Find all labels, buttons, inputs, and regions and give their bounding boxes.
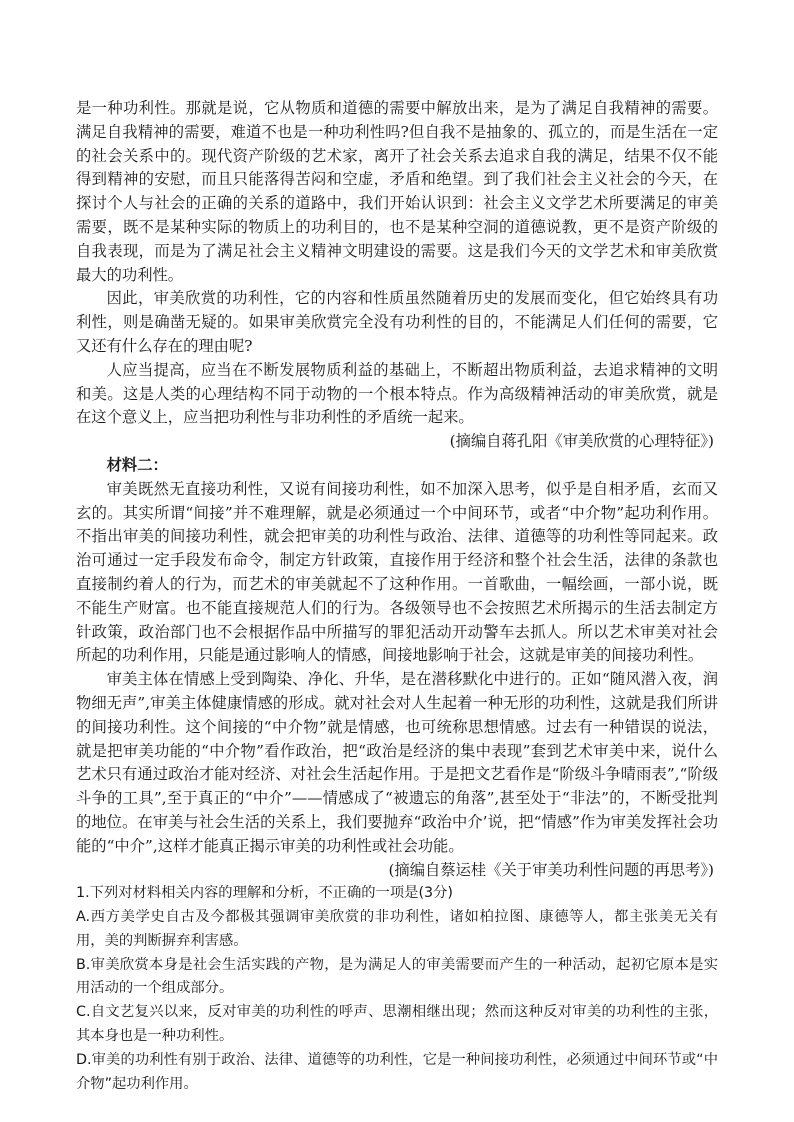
question-option-d: D.审美的功利性有别于政治、法律、道德等的功利性，它是一种间接功利性，必须通过中间环节或“中介物”起功利作用。 [76,1051,718,1092]
question-option-a: A.西方美学史自古及今都极其强调审美欣赏的非功利性，诸如柏拉图、康德等人，都主张美无关有用，美的判断摒弃利害感。 [76,909,718,949]
material2-source: (摘编自蔡运桂《关于审美功利性问题的再思考》) [388,860,714,879]
material1-paragraph-2: 因此，审美欣赏的功利性，它的内容和性质虽然随着历史的发展而变化，但它始终具有功利性，则是确凿无疑的。如果审美欣赏完全没有功利性的目的，不能满足人们任何的需要，它又还有什么存在的理由呢? [76,289,718,355]
material2-heading: 材料二： [106,455,168,474]
material1-source: (摘编自蒋孔阳《审美欣赏的心理特征》) [449,432,714,451]
question-option-b: B.审美欣赏本身是社会生活实践的产物，是为满足人的审美需要而产生的一种活动，起初它原本是实用活动的一个组成部分。 [76,956,718,997]
question-option-c: C.自文艺复兴以来，反对审美的功利性的呼声、思潮相继出现；然而这种反对审美的功利性的主张，其本身也是一种功利性。 [76,1004,718,1045]
material2-paragraph-2: 审美主体在情感上受到陶染、净化、升华，是在潜移默化中进行的。正如“随风潜入夜，润物细无声”,审美主体健康情感的形成。就对社会对人生起着一种无形的功利性，这就是我们所讲的间接功利性。这个间接的“中介物”就是情感，也可统称思想情感。过去有一种错误的说法，就是把审美功能的“中介物”看作政治，把“政治是经济的集中表现”套到艺术审美中来，说什么艺术只有通过政治才能对经济、对社会生活起作用。于是把文艺看作是“阶级斗争晴雨表”,“阶级斗争的工具”,至于真正的“中介”——情感成了“被遗忘的角落”,甚至处于“非法”的，不断受批判的地位。在审美与社会生活的关系上，我们要抛弃“政治中介’说，把“情感”作为审美发挥社会功能的“中介”,这样才能真正揭示审美的功利性或社会功能。 [76,670,718,855]
question-stem: 1.下列对材料相关内容的理解和分析，不正确的一项是(3分) [76,885,454,902]
material2-paragraph-1: 审美既然无直接功利性，又说有间接功利性，如不加深入思考，似乎是自相矛盾，玄而又玄的。其实所谓“间接”并不难理解，就是必须通过一个中间环节，或者“中介物”起功利作用。不指出审美的间接功利性，就会把审美的功利性与政治、法律、道德等的功利性等同起来。政治可通过一定手段发布命令，制定方针政策，直接作用于经济和整个社会生活，法律的条款也直接制约着人的行为，而艺术的审美就起不了这种作用。一首歌曲，一幅绘画，一部小说，既不能生产财富。也不能直接规范人们的行为。各级领导也不会按照艺术所揭示的生活去制定方针政策，政治部门也不会根据作品中所描写的罪犯活动开动警车去抓人。所以艺术审美对社会所起的功利作用，只能是通过影响人的情感，间接地影响于社会，这就是审美的间接功利性。 [76,479,718,665]
document-page [76,97,718,1096]
material1-paragraph-3: 人应当提高，应当在不断发展物质利益的基础上，不断超出物质利益，去追求精神的文明和美。这是人类的心理结构不同于动物的一个根本特点。作为高级精神活动的审美欣赏，就是在这个意义上，应当把功利性与非功利性的矛盾统一起来。 [76,360,718,427]
material1-paragraph-1: 是一种功利性。那就是说，它从物质和道德的需要中解放出来，是为了满足自我精神的需要。满足自我精神的需要，难道不也是一种功利性吗?但自我不是抽象的、孤立的，而是生活在一定的社会关系中的。现代资产阶级的艺术家，离开了社会关系去追求自我的满足，结果不仅不能得到精神的安慰，而且只能落得苦闷和空虚，矛盾和绝望。到了我们社会主义社会的今天，在探讨个人与社会的正确的关系的道路中，我们开始认识到：社会主义文学艺术所要满足的审美需要，既不是某种实际的物质上的功利目的，也不是某种空洞的道德说教，更不是资产阶级的自我表现，而是为了满足社会主义精神文明建设的需要。这是我们今天的文学艺术和审美欣赏最大的功利性。 [76,99,718,284]
